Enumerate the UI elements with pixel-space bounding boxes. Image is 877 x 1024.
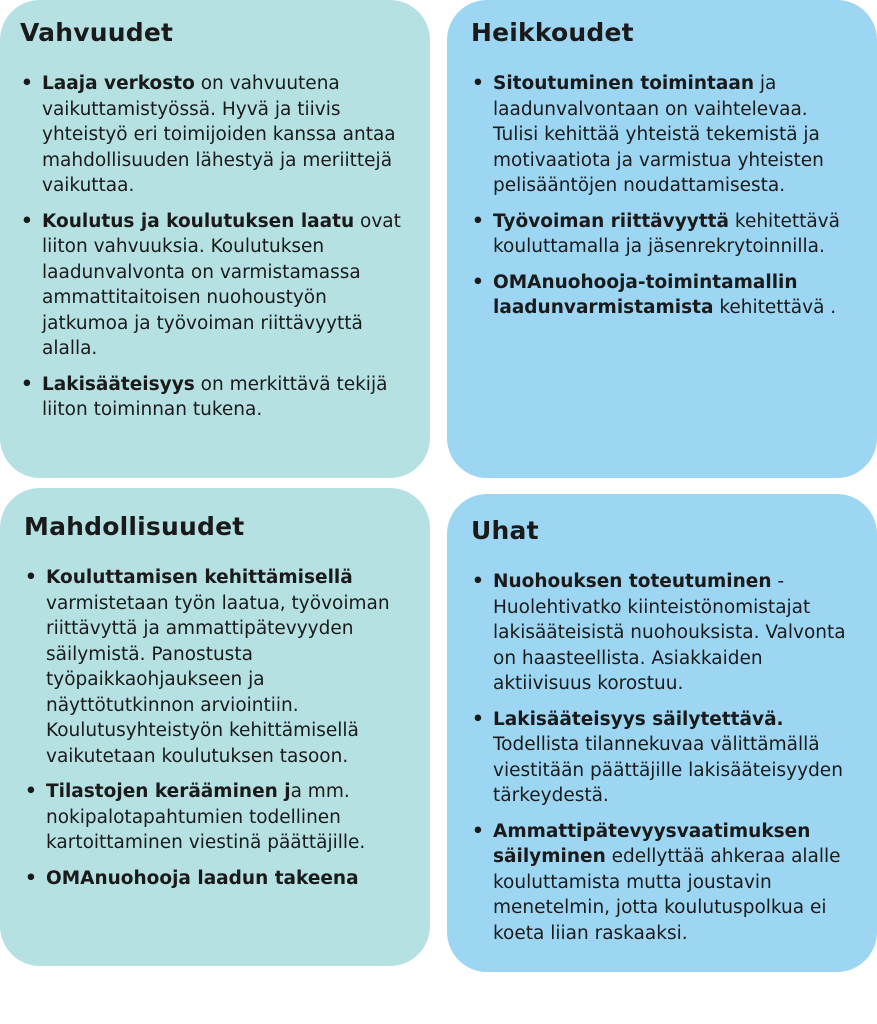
item-text: kehitettävä kouluttamalla ja jäsenrekrytoinnilla.: [493, 210, 840, 257]
list-item: [20, 71, 410, 199]
item-text: Todellista tilannekuvaa välittämällä viestitään päättäjille lakisääteisyyden tärkeydestä.: [493, 734, 843, 806]
item-bold: OMAnuohooja-toimintamallin laadunvarmistamista: [493, 271, 798, 318]
list-item: [471, 209, 857, 260]
threats-list: [471, 569, 857, 946]
item-bold: Nuohouksen toteutuminen: [493, 571, 772, 592]
list-item: [471, 270, 857, 321]
opportunities-card: [0, 488, 430, 966]
threats-title: Uhat: [471, 516, 539, 545]
list-item: [24, 779, 410, 856]
item-bold: Lakisääteisyys säilytettävä.: [493, 708, 784, 730]
item-text: - Huolehtivatko kiinteistönomistajat lakisääteisistä nuohouksista. Valvonta on haasteellista. Asiakkaiden aktiivisuus korostuu.: [493, 571, 846, 694]
list-item: [20, 209, 410, 362]
item-text: kehitettävä .: [713, 297, 837, 318]
item-bold: OMAnuohooja laadun takeena: [46, 867, 359, 889]
list-item: [471, 569, 857, 697]
list-item: [24, 866, 410, 892]
opportunities-title: Mahdollisuudet: [24, 512, 245, 541]
strengths-list: [20, 71, 410, 423]
item-bold: Lakisääteisyys: [42, 373, 195, 395]
weaknesses-card: [447, 0, 877, 478]
item-bold: Ammattipätevyysvaatimuksen säilyminen: [493, 820, 811, 867]
item-text: on vahvuutena vaikuttamistyössä. Hyvä ja tiivis yhteistyö eri toimijoiden kanssa antaa mahdollisuuden lähestyä ja meriittejä vaikuttaa.: [42, 73, 396, 196]
strengths-card: [0, 0, 430, 478]
weaknesses-title: Heikkoudet: [471, 18, 634, 47]
list-item: [24, 565, 410, 769]
item-text: varmistetaan työn laatua, työvoiman riittävyttä ja ammattipätevyyden säilymistä. Panostusta työpaikkaohjaukseen ja näyttötutkinnon arviointiin. Koulutusyhteistyön kehittämisellä vaikutetaan koulutuksen tasoon.: [46, 592, 390, 767]
item-text: a mm. nokipalotapahtumien todellinen kartoittaminen viestinä päättäjille.: [46, 781, 366, 853]
item-text: ja laadunvalvontaan on vaihtelevaa. Tulisi kehittää yhteistä tekemistä ja motivaatiota ja varmistua yhteisten pelisääntöjen noudattamisesta.: [493, 73, 824, 196]
item-text: on merkittävä tekijä liiton toiminnan tukena.: [42, 373, 388, 420]
item-bold: Koulutus ja koulutuksen laatu: [42, 210, 355, 232]
list-item: [471, 819, 857, 947]
item-bold: Tilastojen kerääminen j: [46, 781, 291, 802]
item-bold: Laaja verkosto: [42, 73, 195, 94]
list-item: [471, 71, 857, 199]
item-text: ovat liiton vahvuuksia. Koulutuksen laadunvalvonta on varmistamassa ammattitaitoisen nuohoustyön jatkumoa ja työvoiman riittävyyttä alalla.: [42, 210, 401, 359]
item-text: edellyttää ahkeraa alalle kouluttamista mutta joustavin menetelmin, jotta koulutuspolkua ei koeta liian raskaaksi.: [493, 846, 841, 944]
list-item: [20, 372, 410, 423]
opportunities-list: [24, 565, 410, 891]
threats-card: [447, 494, 877, 972]
item-bold: Työvoiman riittävyyttä: [493, 210, 730, 232]
weaknesses-list: [471, 71, 857, 321]
item-bold: Sitoutuminen toimintaan: [493, 73, 755, 94]
item-bold: Kouluttamisen kehittämisellä: [46, 567, 353, 588]
strengths-title: Vahvuudet: [20, 18, 174, 47]
list-item: [471, 707, 857, 809]
